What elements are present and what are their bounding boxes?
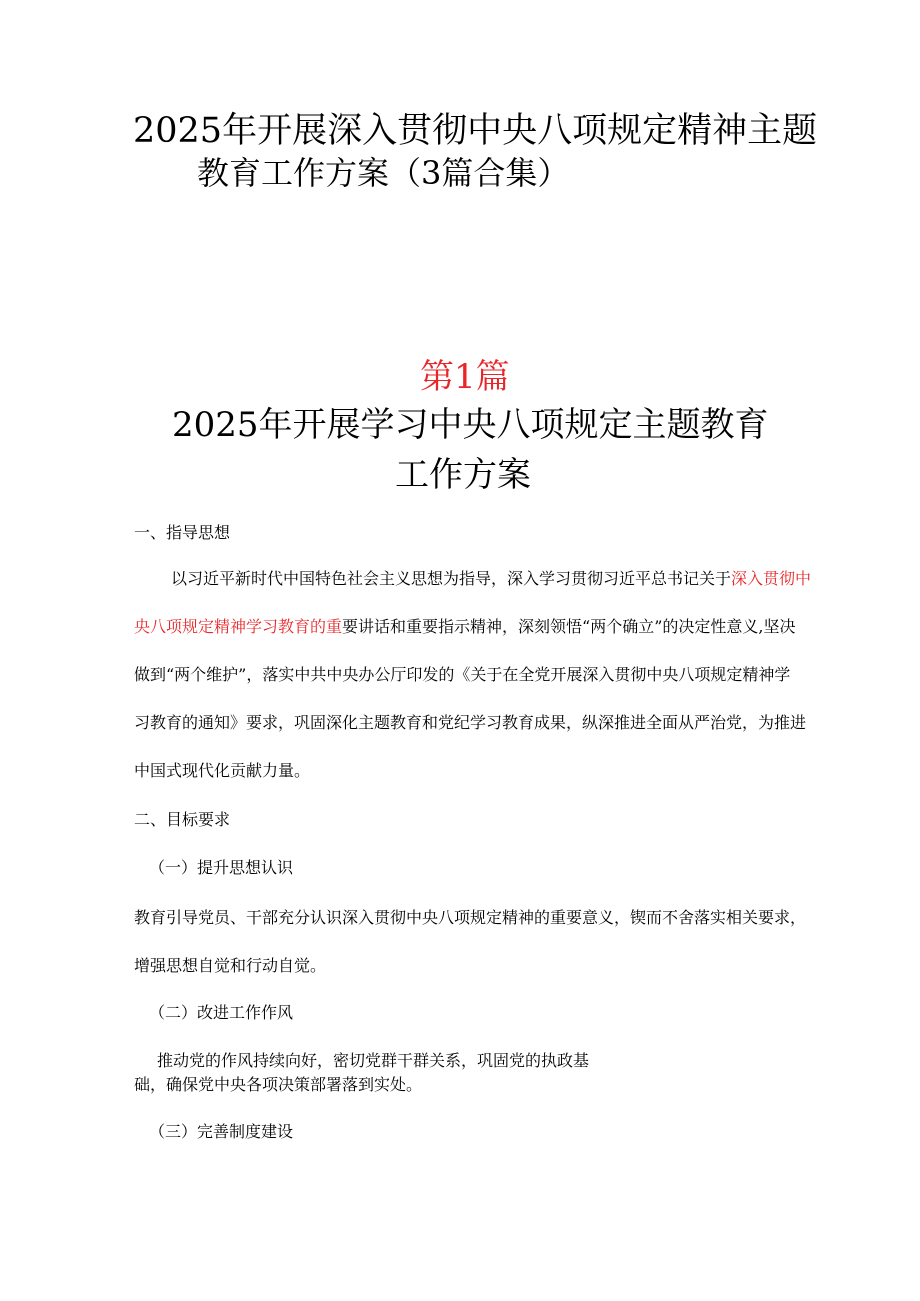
section-1-text: 要讲话和重要指示精神，深刻领悟“两个确立”的决定性意义,坚决 <box>342 617 796 636</box>
main-title-line-2: 教育工作方案（3篇合集） <box>197 154 570 192</box>
section-1-paragraph-line-4: 习教育的通知》要求，巩固深化主题教育和党纪学习教育成果，纵深推进全面从严治党，为推进 <box>134 713 807 732</box>
section-1-paragraph-line-1 <box>171 571 811 587</box>
highlight-text: 深入贯彻中 <box>731 569 812 588</box>
section-1-paragraph-line-5: 中国式现代化贡献力量。 <box>134 761 311 780</box>
section-1-heading: 一、指导思想 <box>134 523 231 542</box>
part-title-line-1: 2025年开展学习中央八项规定主题教育 <box>172 405 769 445</box>
part-title-line-2: 工作方案 <box>395 455 531 495</box>
section-1-paragraph-line-2 <box>134 619 795 635</box>
subsection-2-1-line-2: 增强思想自觉和行动自觉。 <box>134 956 327 975</box>
subsection-2-2-line-2: 础，确保党中央各项决策部署落到实处。 <box>134 1075 423 1094</box>
subsection-2-2-heading: （二）改进工作作风 <box>149 1003 294 1022</box>
subsection-2-3-heading: （三）完善制度建设 <box>149 1122 294 1141</box>
highlight-text: 央八项规定精神学习教育的重 <box>134 617 343 636</box>
section-1-text: 以习近平新时代中国特色社会主义思想为指导，深入学习贯彻习近平总书记关于 <box>171 569 732 588</box>
main-title-line-1: 2025年开展深入贯彻中央八项规定精神主题 <box>133 111 818 151</box>
subsection-2-1-line-1: 教育引导党员、干部充分认识深入贯彻中央八项规定精神的重要意义，锲而不舍落实相关要求， <box>134 908 807 927</box>
section-1-paragraph-line-3: 做到“两个维护”，落实中共中央办公厅印发的《关于在全党开展深入贯彻中央八项规定精神学 <box>134 665 791 684</box>
subsection-2-2-line-1: 推动党的作风持续向好，密切党群干群关系，巩固党的执政基 <box>157 1051 590 1070</box>
section-2-heading: 二、目标要求 <box>134 810 231 829</box>
part-label: 第1篇 <box>420 357 510 397</box>
subsection-2-1-heading: （一）提升思想认识 <box>149 858 294 877</box>
